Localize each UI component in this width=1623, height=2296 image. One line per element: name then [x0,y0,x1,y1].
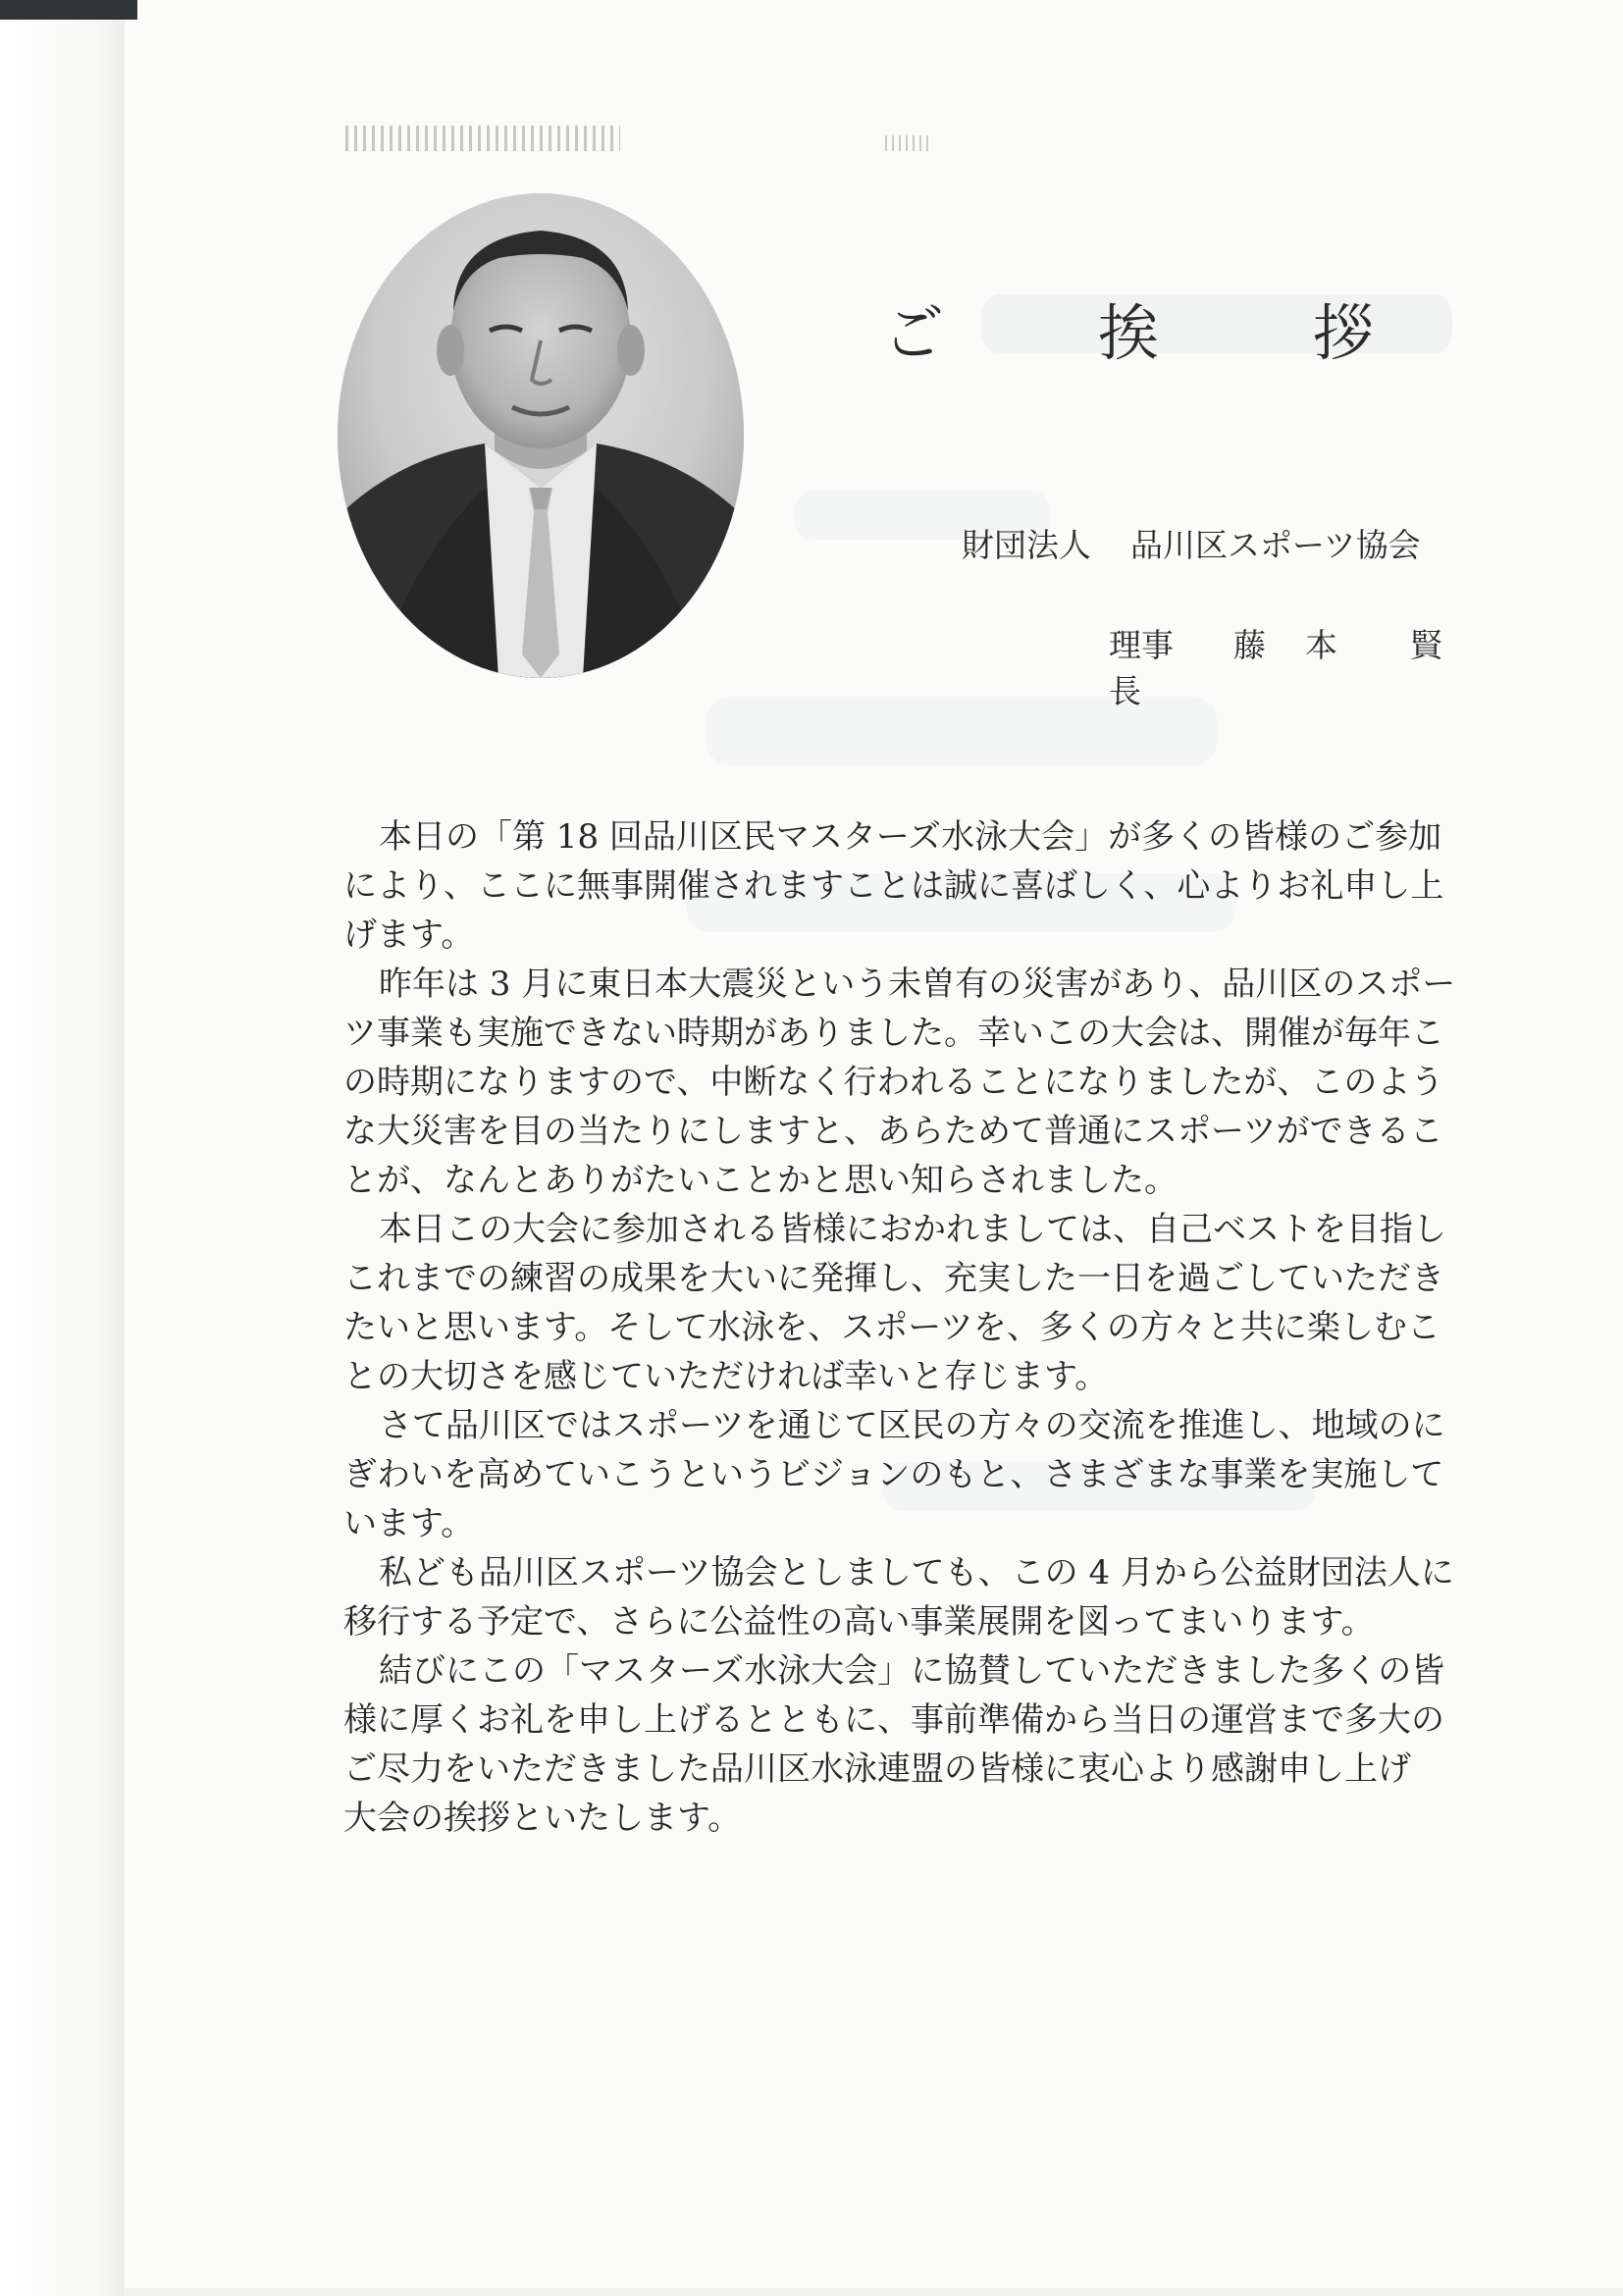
text-line: 大会の挨拶といたします。 [343,1799,742,1838]
text-line: これまでの練習の成果を大いに発揮し、充実した一日を過ごしていただき [343,1259,1444,1298]
name-part: 賢 [1410,626,1442,664]
text-line: げます。 [343,915,475,955]
text-line: ツ事業も実施できない時期がありました。幸いこの大会は、開催が毎年こ [343,1014,1444,1053]
portrait-photo [338,193,744,678]
paragraph [343,1401,1521,1548]
chairman-role: 理事長 [1109,626,1174,710]
title-char: 挨 [1097,297,1159,369]
paragraph [343,1548,1521,1646]
organization-line [962,520,1442,566]
scan-edge [0,0,126,2296]
scan-smudge [885,135,930,151]
text-line: 本日この大会に参加される皆様におかれましては、自己ベストを目指し [379,1210,1446,1249]
organization-type: 財団法人 [962,526,1091,564]
text-line: 様に厚くお礼を申し上げるとともに、事前準備から当日の運営まで多大の [343,1700,1444,1740]
text-line: との大切さを感じていただければ幸いと存じます。 [343,1357,1109,1396]
text-line: ぎわいを高めていこうというビジョンのもと、さまざまな事業を実施して [343,1455,1444,1494]
page-title [883,285,1374,372]
text-line: 私ども品川区スポーツ協会としましても、この 4 月から公益財団法人に [379,1553,1454,1592]
chairman-name [1233,620,1442,712]
paragraph [343,1205,1521,1401]
scan-corner-mark [0,0,137,20]
text-line: により、ここに無事開催されますことは誠に喜ばしく、心よりお礼申し上 [343,866,1444,906]
text-line: 昨年は 3 月に東日本大震災という未曽有の災害があり、品川区のスポー [379,965,1456,1004]
paragraph [343,812,1521,960]
title-char: ご [883,297,945,369]
name-part: 本 [1305,626,1337,664]
scan-edge-bottom [126,2288,1623,2296]
chairman-line [1109,620,1442,712]
portrait-photo-icon [338,193,744,678]
text-line: います。 [343,1504,475,1543]
organization-name: 品川区スポーツ協会 [1130,526,1421,564]
text-line: さて品川区ではスポーツを通じて区民の方々の交流を推進し、地域のに [379,1406,1445,1445]
text-line: ご尽力をいただきました品川区水泳連盟の皆様に衷心より感謝申し上げ [343,1749,1411,1789]
title-char: 拶 [1312,297,1374,369]
name-part: 藤 [1233,626,1266,664]
text-line: たいと思います。そして水泳を、スポーツを、多くの方々と共に楽しむこ [343,1308,1440,1347]
text-line: な大災害を目の当たりにしますと、あらためて普通にスポーツができるこ [343,1112,1443,1151]
greeting-body [343,812,1521,1843]
paragraph [343,1646,1521,1843]
text-line: の時期になりますので、中断なく行われることになりましたが、このよう [343,1063,1444,1102]
text-line: 本日の「第 18 回品川区民マスターズ水泳大会」が多くの皆様のご参加 [379,817,1442,857]
paragraph [343,960,1521,1205]
text-line: 結びにこの「マスターズ水泳大会」に協賛していただきました多くの皆 [379,1651,1445,1691]
text-line: とが、なんとありがたいことかと思い知らされました。 [343,1161,1178,1200]
text-line: 移行する予定で、さらに公益性の高い事業展開を図ってまいります。 [343,1602,1375,1642]
scan-smudge [345,126,620,151]
